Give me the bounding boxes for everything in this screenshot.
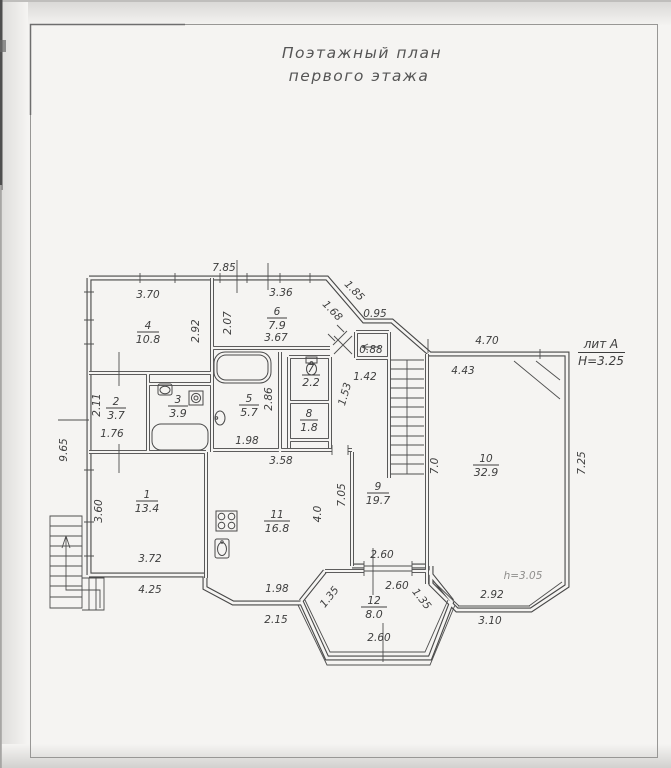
room-area: 10.8 xyxy=(135,333,161,346)
dim-r6-top: 3.36 xyxy=(269,287,293,299)
dim-r12-bottom: 2.60 xyxy=(367,632,391,644)
room-number: 9 xyxy=(374,481,382,493)
dim-r10-right: 7.25 xyxy=(576,451,588,475)
dim-closet: 0.88 xyxy=(359,344,383,356)
dim-hall-width: 1.42 xyxy=(353,371,377,383)
ceiling-height-label: h=3.05 xyxy=(503,570,543,582)
room-area: 16.8 xyxy=(264,522,290,535)
dim-r5-right: 2.86 xyxy=(263,387,275,411)
room-number: 7 xyxy=(307,363,315,375)
dim-r10-top-outer: 4.70 xyxy=(475,335,499,347)
left-edge-light xyxy=(0,185,2,768)
dim-left-total: 9.65 xyxy=(58,438,70,462)
room-area: 32.9 xyxy=(473,466,499,479)
dim-r9-bottom: 2.60 xyxy=(370,549,394,561)
room-number: 10 xyxy=(479,453,493,465)
dim-r10-bottom-inner: 2.92 xyxy=(480,589,504,601)
bottom-shade xyxy=(0,744,671,768)
dim-r10-top-inner: 4.43 xyxy=(451,365,475,377)
dim-r4-right: 2.92 xyxy=(190,319,202,343)
room-number: 11 xyxy=(270,509,284,521)
top-shade xyxy=(0,0,671,26)
top-edge xyxy=(0,0,671,2)
room-area: 8.0 xyxy=(365,608,383,621)
left-shade xyxy=(0,0,28,768)
dim-r12-top: 2.60 xyxy=(385,580,409,592)
room-number: 8 xyxy=(305,408,313,420)
dim-r5-bottom: 1.98 xyxy=(235,435,259,447)
room-number: 5 xyxy=(245,393,253,405)
room-area: 3.9 xyxy=(169,407,187,420)
room-area: 5.7 xyxy=(240,406,258,419)
dim-r6-bottom: 3.67 xyxy=(264,332,288,344)
dim-r11-top: 3.58 xyxy=(269,455,293,467)
dim-top: 7.85 xyxy=(212,262,236,274)
litera-label: лит А xyxy=(583,337,619,351)
dim-r6-left: 2.07 xyxy=(222,311,234,335)
room-number: 2 xyxy=(112,396,120,408)
dim-r10-bottom-outer: 3.10 xyxy=(478,615,502,627)
room-number: 12 xyxy=(367,595,381,607)
room-area: 2.2 xyxy=(302,376,320,389)
dim-r1-left: 3.60 xyxy=(93,499,105,523)
room-area: 7.9 xyxy=(268,319,286,332)
dim-r11-bottom: 1.98 xyxy=(265,583,289,595)
left-edge-dark xyxy=(0,0,3,190)
room-number: 1 xyxy=(143,489,151,501)
dim-r10-left: 7.0 xyxy=(429,457,441,475)
room-number: 3 xyxy=(174,394,182,406)
room-number: 6 xyxy=(273,306,281,318)
dim-diag-outer: 1.85 xyxy=(341,278,367,304)
dim-diag-inner: 1.68 xyxy=(319,298,345,324)
dim-r11-right: 4.0 xyxy=(312,505,324,523)
room-number: 4 xyxy=(144,320,152,332)
room-area: 3.7 xyxy=(107,409,125,422)
room-area: 1.8 xyxy=(300,421,318,434)
building-height-label: Н=3.25 xyxy=(578,354,624,368)
dim-porch: 0.95 xyxy=(363,308,387,320)
dim-r9-left: 7.05 xyxy=(336,483,348,507)
dim-r1-bottom-outer: 4.25 xyxy=(138,584,162,596)
dim-r12-left: 1.35 xyxy=(317,584,342,611)
dim-r12-right: 1.35 xyxy=(409,586,434,613)
dim-r2-bottom: 1.76 xyxy=(100,428,124,440)
left-edge-mark xyxy=(0,40,6,52)
dim-r2-left: 2.11 xyxy=(91,393,103,417)
title-line-2: первого этажа xyxy=(288,67,430,85)
dim-r4-top: 3.70 xyxy=(136,289,160,301)
room-area: 19.7 xyxy=(365,494,391,507)
title-line-1: Поэтажный план xyxy=(281,44,443,62)
dim-r1-bottom: 3.72 xyxy=(138,553,162,565)
dim-hall-height: 1.53 xyxy=(336,381,355,408)
dim-r11-bottom-outer: 2.15 xyxy=(264,614,288,626)
room-area: 13.4 xyxy=(134,502,160,515)
